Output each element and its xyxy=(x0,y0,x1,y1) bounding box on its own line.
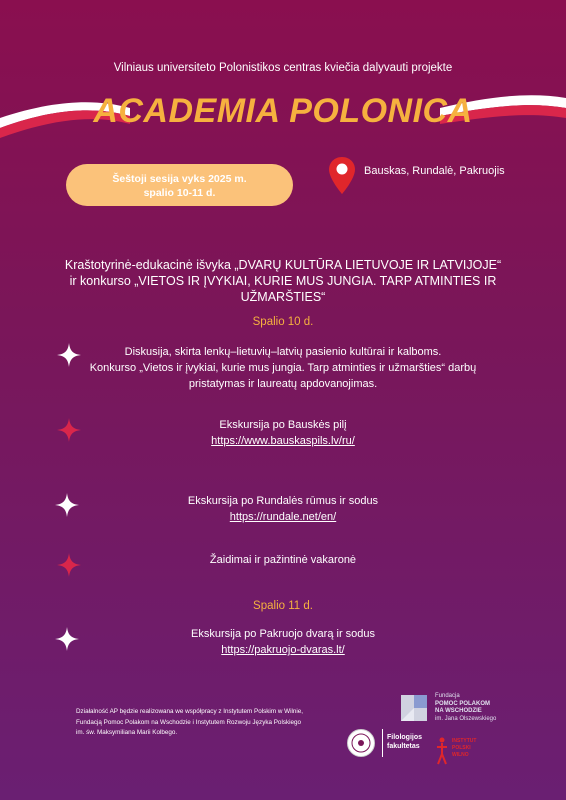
foundation-line-3: NA WSCHODZIE xyxy=(435,708,482,714)
institute-figure-icon xyxy=(436,737,448,765)
rundale-text: Ekskursija po Rundalės rūmus ir sodus xyxy=(187,495,379,507)
session-line-2: spalio 10-11 d. xyxy=(143,187,216,199)
logo-divider xyxy=(382,729,383,757)
event-description xyxy=(40,257,526,305)
map-pin-icon xyxy=(328,156,356,196)
event-description-line-2: ir konkurso „VIETOS IR ĮVYKIAI, KURIE MUS JUNGIA. TARP ATMINTIES IR xyxy=(69,274,497,288)
event-description-line-1: Kraštotyrinė-edukacinė išvyka „DVARŲ KULTŪRA LIETUVOJE IR LATVIJOJE“ xyxy=(64,258,502,272)
day2-date: Spalio 11 d. xyxy=(253,600,313,612)
day1-date: Spalio 10 d. xyxy=(252,316,314,328)
session-line-1: Šeštoji sesija vyks 2025 m. xyxy=(112,173,247,185)
foundation-line-4: im. Jana Olszewskiego xyxy=(435,715,497,722)
discussion-line-3: pristatymas ir laureatų apdovanojimas. xyxy=(188,378,378,390)
bauske-link[interactable]: https://www.bauskaspils.lv/ru/ xyxy=(211,435,355,447)
location-text: Bauskas, Rundalė, Pakruojis xyxy=(364,165,505,177)
day1-item-bauske xyxy=(40,417,526,449)
day1-item-games: Žaidimai ir pažintinė vakaronė xyxy=(209,554,357,566)
day1-item-discussion xyxy=(40,344,526,392)
foundation-logo-mark xyxy=(401,695,427,721)
foundation-logo-text xyxy=(435,693,496,723)
pakruojis-link[interactable]: https://pakruojo-dvaras.lt/ xyxy=(221,644,345,656)
pakruojis-text: Ekskursija po Pakruojo dvarą ir sodus xyxy=(190,628,376,640)
day2-item-pakruojis xyxy=(40,626,526,658)
foundation-line-2: POMOC POLAKOM xyxy=(435,700,490,707)
day1-item-rundale xyxy=(40,493,526,525)
university-seal-logo xyxy=(346,728,376,758)
event-description-line-3: UŽMARŠTIES“ xyxy=(240,290,326,304)
discussion-line-2: Konkurso „Vietos ir įvykiai, kurie mus jungia. Tarp atminties ir užmaršties“ darbų xyxy=(89,362,477,374)
institute-logo-text: INSTYTUT POLSKI WILNO xyxy=(452,738,477,758)
bauske-text: Ekskursija po Bauskės pilį xyxy=(219,419,347,431)
page-title: ACADEMIA POLONICA xyxy=(93,92,473,130)
footer-note: Działalność AP będzie realizowana we współpracy z Instytutem Polskim w Wilnie, Fundacją Pomoc Polakom na Wschodzie i Instytutem Rozwoju Języka Polskiego im. św. Maksymiliana Marii Kolbego. xyxy=(76,708,304,736)
faculty-logo-text: Filologijos fakultetas xyxy=(387,734,422,750)
intro-text: Vilniaus universiteto Polonistikos centras kviečia dalyvauti projekte xyxy=(113,62,453,74)
rundale-link[interactable]: https://rundale.net/en/ xyxy=(229,511,337,523)
foundation-line-1: Fundacja xyxy=(435,693,460,699)
discussion-line-1: Diskusija, skirta lenkų–lietuvių–latvių pasienio kultūrai ir kalboms. xyxy=(124,346,442,358)
session-badge xyxy=(66,164,293,206)
